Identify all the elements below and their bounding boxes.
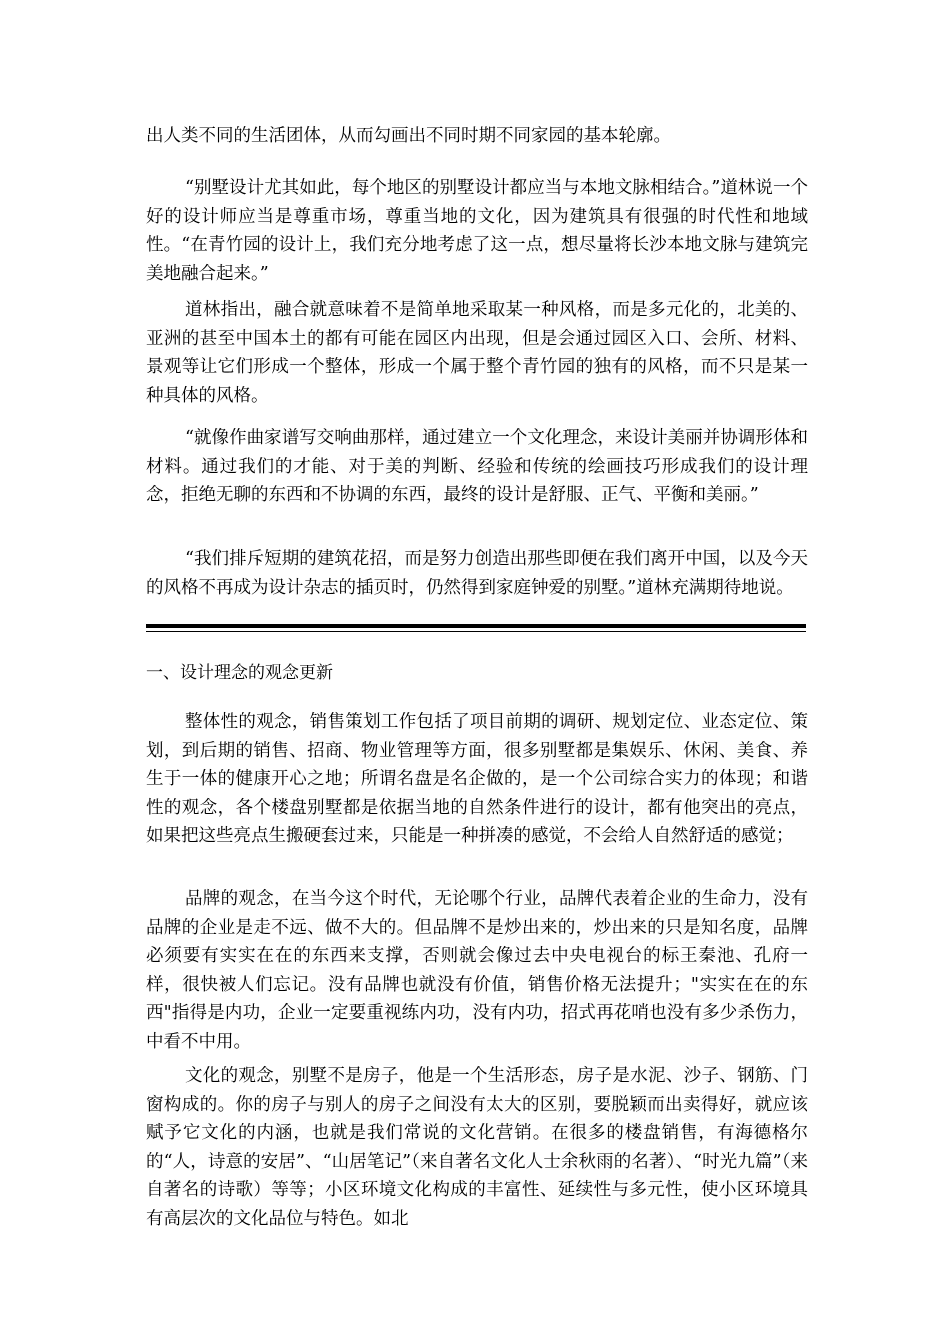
- paragraph-continuation: 出人类不同的生活团体，从而勾画出不同时期不同家园的基本轮廓。: [146, 126, 671, 146]
- section-divider-thick: [146, 624, 806, 628]
- paragraph-holistic-concept: 整体性的观念，销售策划工作包括了项目前期的调研、规划定位、业态定位、策划，到后期的销售、招商、物业管理等方面，很多别墅都是集娱乐、休闲、美食、养生于一体的健康开心之地；所谓名盘是名企做的，是一个公司综合实力的体现；和谐性的观念，各个楼盘别墅都是依据当地的自然条件进行的设计，都有他突出的亮点，如果把这些亮点生搬硬套过来，只能是一种拼凑的感觉，不会给人自然舒适的感觉；: [146, 712, 808, 846]
- paragraph-fusion-style: 道林指出，融合就意味着不是简单地采取某一种风格，而是多元化的，北美的、亚洲的甚至中国本土的都有可能在园区内出现，但是会通过园区入口、会所、材料、景观等让它们形成一个整体，形成一个属于整个青竹园的独有的风格，而不只是某一种具体的风格。: [146, 300, 808, 406]
- paragraph-culture-concept: 文化的观念，别墅不是房子，他是一个生活形态，房子是水泥、沙子、钢筋、门窗构成的。你的房子与别人的房子之间没有太大的区别，要脱颖而出卖得好，就应该赋予它文化的内涵，也就是我们常说的文化营销。在很多的楼盘销售，有海德格尔的“人，诗意的安居”、“山居笔记”（来自著名文化人士余秋雨的名著）、“时光九篇”（来自著名的诗歌）等等；小区环境文化构成的丰富性、延续性与多元性，使小区环境具有高层次的文化品位与特色。如北: [146, 1066, 808, 1229]
- paragraph-quote-villa-design: “别墅设计尤其如此，每个地区的别墅设计都应当与本地文脉相结合。”道林说一个好的设计师应当是尊重市场，尊重当地的文化，因为建筑具有很强的时代性和地域性。“在青竹园的设计上，我们充分地考虑了这一点，想尽量将长沙本地文脉与建筑完美地融合起来。”: [146, 178, 808, 284]
- paragraph-brand-concept: 品牌的观念，在当今这个时代，无论哪个行业，品牌代表着企业的生命力，没有品牌的企业是走不远、做不大的。但品牌不是炒出来的，炒出来的只是知名度，品牌必须要有实实在在的东西来支撑，否则就会像过去中央电视台的标王秦池、孔府一样，很快被人们忘记。没有品牌也就没有价值，销售价格无法提升；"实实在在的东西"指得是内功，企业一定要重视练内功，没有内功，招式再花哨也没有多少杀伤力，中看不中用。: [146, 889, 808, 1052]
- paragraph-composer-analogy: “就像作曲家谱写交响曲那样，通过建立一个文化理念，来设计美丽并协调形体和材料。通过我们的才能、对于美的判断、经验和传统的绘画技巧形成我们的设计理念，拒绝无聊的东西和不协调的东西，最终的设计是舒服、正气、平衡和美丽。”: [146, 428, 808, 505]
- paragraph-closing-quote: “我们排斥短期的建筑花招，而是努力创造出那些即便在我们离开中国，以及今天的风格不再成为设计杂志的插页时，仍然得到家庭钟爱的别墅。”道林充满期待地说。: [146, 549, 808, 598]
- section-divider-thin: [146, 631, 806, 632]
- section-heading: 一、设计理念的观念更新: [146, 663, 333, 683]
